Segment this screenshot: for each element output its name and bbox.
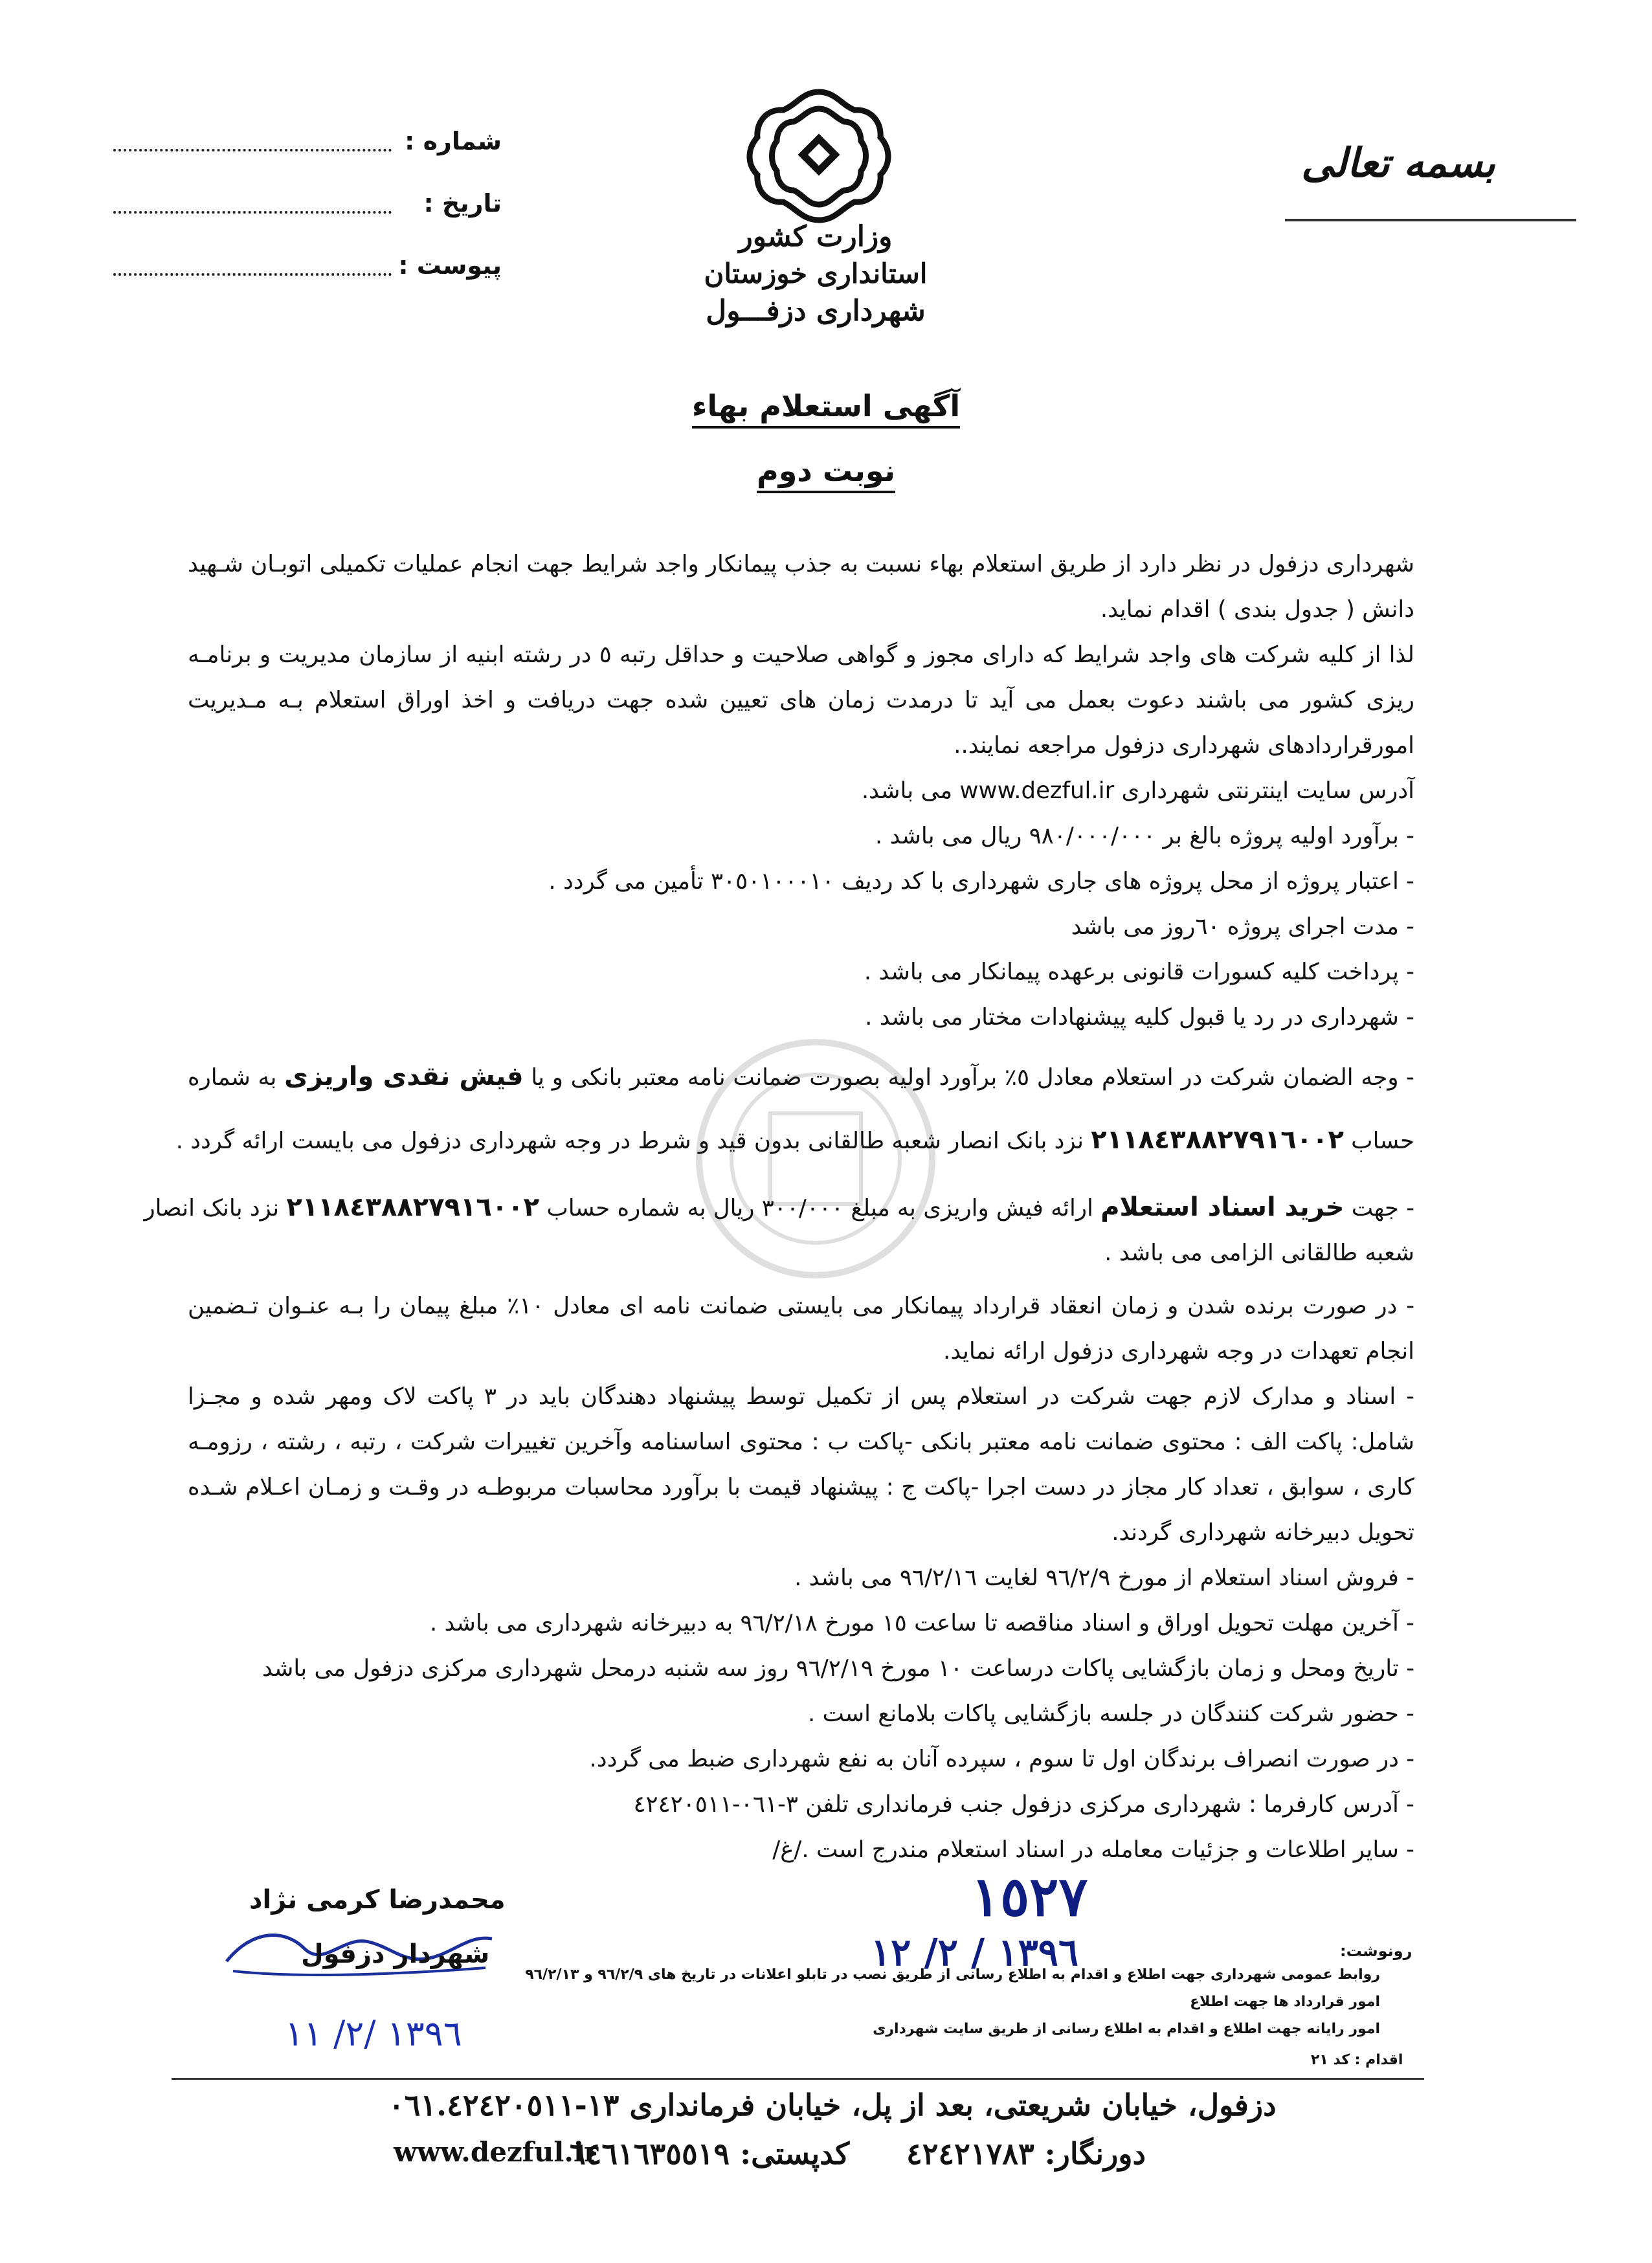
cash-deposit-label: فیش نقدی واریزی [284, 1062, 524, 1091]
attachment-dotted-line [113, 273, 392, 276]
winner-line-2: انجام تعهدات در وجه شهرداری دزفول ارائه نماید. [943, 1338, 1414, 1365]
purchase-account-number: ٢١١٨٤٣٨٨٢٧٩١٦٠٠٢ [286, 1192, 540, 1222]
paragraph-invite-line-2: ریزی کشور می باشند دعوت بعمل می آید تا درمدت زمان های تعیین شده جهت دریافت و اخذ اوراق استعلام بـه مـدیریت [188, 687, 1414, 713]
registration-number: ١٥٢٧ [971, 1864, 1088, 1928]
account-number: ٢١١٨٤٣٨٨٢٧٩١٦٠٠٢ [1091, 1125, 1344, 1155]
number-field [113, 127, 502, 166]
action-code: اقدام : کد ٢١ [1311, 2052, 1403, 2068]
footer-website: www.dezful.ir [394, 2136, 599, 2168]
paragraph-intro-line-1: شهرداری دزفول در نظر دارد از طریق استعلام بهاء نسبت به جذب پیمانکار واجد شرایط جهت انجام عملیات تکمیلی اتوبـان شـهید [188, 551, 1414, 577]
credit-line: - اعتبار پروژه از محل پروژه های جاری شهرداری با کد ردیف ٣٠٥٠١٠٠٠١٠ تأمین می گردد . [548, 868, 1414, 895]
notice-title-text: آگهی استعلام بهاء [692, 388, 960, 429]
winner-line-1: - در صورت برنده شدن و زمان انعقاد قرارداد پیمانکار می بایستی ضمانت نامه ای معادل ١٠٪ مبلغ پیمان را بـه عنـوان تـضمین [188, 1293, 1415, 1319]
estimate-line: - برآورد اولیه پروژه بالغ بر ٩٨٠/٠٠٠/٠٠٠ ریال می باشد . [875, 823, 1414, 849]
attachment-label: پیوست : [398, 251, 502, 280]
purchase-text-b: ارائه فیش واریزی به مبلغ ٣٠٠/٠٠٠ ریال به شماره حساب [539, 1195, 1101, 1221]
rejection-right-line: - شهرداری در رد یا قبول کلیه پیشنهادات مختار می باشد . [865, 1004, 1414, 1031]
purchase-text-c: نزد بانک انصار [144, 1195, 287, 1221]
basmala: بسمه تعالی [1301, 139, 1495, 186]
guarantee-text-c: نزد بانک انصار شعبه طالقانی بدون قید و شرط در وجه شهرداری دزفول می بایست ارائه گردد . [175, 1128, 1091, 1154]
guarantee-line-1 [188, 1062, 1414, 1091]
guarantee-text-a: - وجه الضمان شرکت در استعلام معادل ٥٪ برآورد اولیه بصورت ضمانت نامه معتبر بانکی و یا [523, 1064, 1414, 1091]
footer-divider [172, 2078, 1424, 2080]
date-dotted-line [113, 211, 392, 214]
duration-line: - مدت اجرای پروژه ٦٠روز می باشد [1071, 913, 1414, 940]
opening-line: - تاریخ ومحل و زمان بازگشایی پاکات درساعت ١٠ مورخ ٩٦/٢/١٩ روز سه شنبه درمحل شهرداری مرکزی دزفول می باشد [262, 1655, 1414, 1682]
number-dotted-line [113, 149, 392, 151]
org-line-governorate: استانداری خوزستان [704, 258, 928, 289]
cc-item-it: امور رایانه جهت اطلاع و اقدام به اطلاع رسانی از طریق سایت شهرداری [873, 2021, 1380, 2037]
purchase-line-2: شعبه طالقانی الزامی می باشد . [1104, 1240, 1414, 1266]
other-info-line: - سایر اطلاعات و جزئیات معامله در اسناد استعلام مندرج است ./غ/ [772, 1836, 1414, 1863]
notice-subtitle [518, 453, 1134, 488]
number-label: شماره : [405, 127, 502, 155]
signatory-name: محمدرضا کرمی نژاد [249, 1885, 506, 1915]
sale-period-line: - فروش اسناد استعلام از مورخ ٩٦/٢/٩ لغایت ٩٦/٢/١٦ می باشد . [794, 1565, 1414, 1591]
purchase-docs-label: خرید اسناد استعلام [1100, 1192, 1345, 1222]
notice-subtitle-text: نوبت دوم [757, 453, 895, 493]
deductions-line: - پرداخت کلیه کسورات قانونی برعهده پیمانکار می باشد . [864, 959, 1414, 985]
org-line-ministry: وزارت کشور [739, 220, 893, 253]
forfeit-line: - در صورت انصراف برندگان اول تا سوم ، سپرده آنان به نفع شهرداری ضبط می گردد. [589, 1746, 1414, 1772]
paragraph-intro-line-2: دانش ( جدول بندی ) اقدام نماید. [1100, 596, 1414, 623]
date-field [113, 189, 502, 228]
cc-title: رونوشت: [1340, 1942, 1412, 1960]
paragraph-invite-line-1: لذا از کلیه شرکت های واجد شرایط که دارای مجوز و گواهی صلاحیت و حداقل رتبه ٥ در رشته ابنیه از سازمان مدیریت و برنامـه [188, 641, 1414, 668]
paragraph-invite-line-3: امورقراردادهای شهرداری دزفول مراجعه نمایند.. [954, 732, 1414, 759]
cc-item-public-relations: روابط عمومی شهرداری جهت اطلاع و اقدام به اطلاع رسانی از طریق نصب در تابلو اعلانات در تاریخ های ٩٦/٢/٩ و ٩٦/٢/١٣ [525, 1967, 1380, 1983]
documents-line-2: شامل: پاکت الف : محتوی ضمانت نامه معتبر بانکی -پاکت ب : محتوی اساسنامه وآخرین تغییرات شرکت ، رتبه ، رشته ، رزومـه [188, 1429, 1414, 1455]
account-prefix: حساب [1343, 1128, 1414, 1154]
deadline-line: - آخرین مهلت تحویل اوراق و اسناد مناقصه تا ساعت ١٥ مورخ ٩٦/٢/١٨ به دبیرخانه شهرداری می باشد . [429, 1610, 1414, 1636]
footer-address: دزفول، خیابان شریعتی، بعد از پل، خیابان فرمانداری ١٣-٠٦١.٤٢٤٢٠٥١١ [388, 2088, 1277, 2123]
website-line: آدرس سایت اینترنتی شهرداری www.dezful.ir می باشد. [861, 777, 1414, 804]
guarantee-text-b: به شماره [188, 1064, 285, 1091]
registration-date: ١٣٩٦ / ٢/ ١٢ [871, 1930, 1079, 1974]
purchase-text-a: - جهت [1344, 1195, 1414, 1221]
documents-line-4: تحویل دبیرخانه شهرداری گردند. [1111, 1519, 1414, 1546]
attendance-line: - حضور شرکت کنندگان در جلسه بازگشایی پاکات بلامانع است . [807, 1700, 1414, 1727]
signatory-role: شهردار دزفول [301, 1939, 490, 1969]
purchase-line-1 [144, 1192, 1414, 1222]
org-line-municipality: شهرداری دزفـــول [706, 295, 926, 328]
signature-date: ١٣٩٦ /٢/ ١١ [285, 2013, 462, 2054]
basmala-underline [1285, 219, 1576, 221]
footer-postal-code: کدپستی: ٦٤٦١٦٣٥٥١٩ [570, 2136, 850, 2171]
notice-title [518, 388, 1134, 423]
employer-address-line: - آدرس کارفرما : شهرداری مرکزی دزفول جنب فرمانداری تلفن ٣-٠٦١-٤٢٤٢٠٥١١ [633, 1791, 1414, 1818]
date-label: تاریخ : [423, 189, 502, 217]
municipality-emblem-icon [731, 84, 906, 227]
documents-line-3: کاری ، سوابق ، تعداد کار مجاز در دست اجرا -پاکت ج : پیشنهاد قیمت با برآورد محاسبات مربوطـه در وقـت و زمـان اعـلام شـده [188, 1474, 1414, 1500]
cc-item-contracts: امور قرارداد ها جهت اطلاع [1190, 1994, 1380, 2010]
guarantee-line-2 [175, 1125, 1414, 1155]
footer-fax: دورنگار: ٤٢٤٢١٧٨٣ [906, 2136, 1146, 2171]
attachment-field [113, 251, 502, 290]
documents-line-1: - اسناد و مدارک لازم جهت شرکت در استعلام پس از تکمیل توسط پیشنهاد دهندگان باید در ٣ پاکت لاک ومهر شده و مجـزا [188, 1383, 1414, 1410]
